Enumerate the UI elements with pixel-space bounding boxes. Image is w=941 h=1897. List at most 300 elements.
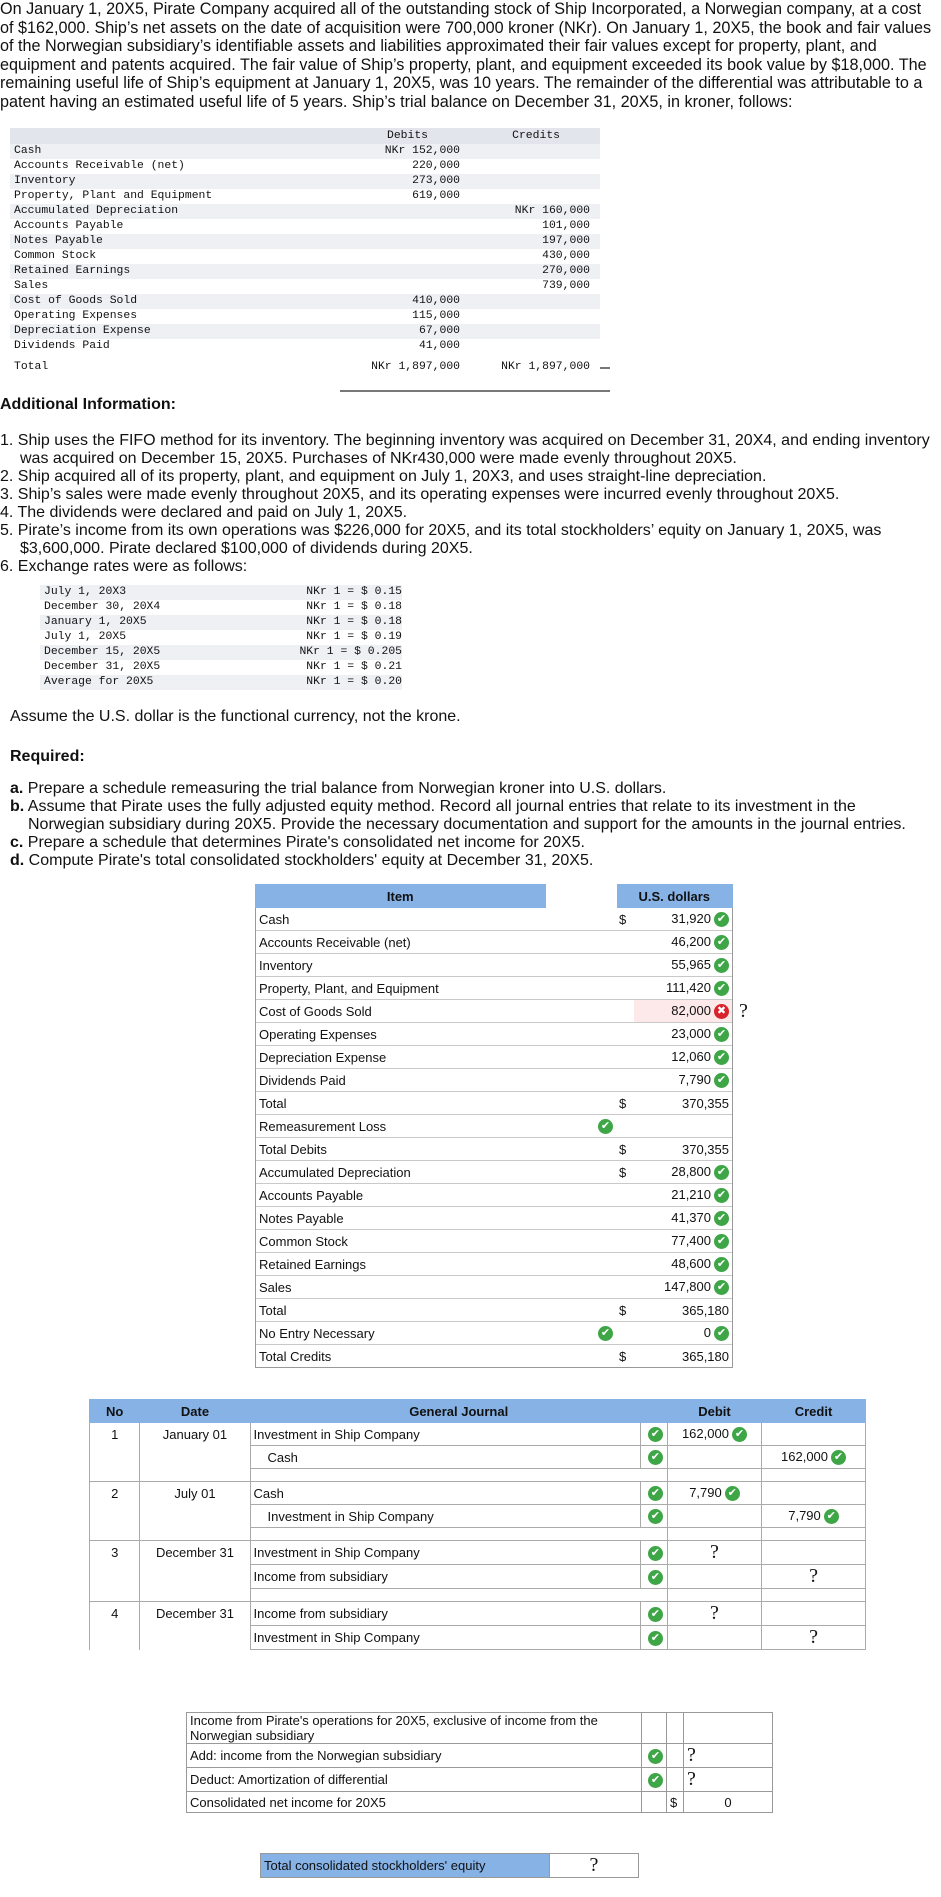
usd-value: 77,400 — [671, 1232, 711, 1248]
account-name: Investment in Ship Company — [253, 1630, 420, 1645]
schedule-row — [256, 1322, 752, 1345]
tb-account: Operating Expenses — [14, 310, 138, 322]
rate-row — [40, 615, 402, 630]
dollar-sign: $ — [616, 1299, 634, 1322]
check-icon: ✔ — [714, 912, 729, 927]
tb-row — [10, 339, 600, 354]
usd-value-input[interactable] — [634, 1184, 733, 1207]
rate-value: NKr 1 = $ 0.18 — [306, 601, 402, 613]
usd-value-input[interactable] — [634, 1322, 733, 1345]
usd-value: 370,355 — [682, 1095, 729, 1111]
account-input[interactable] — [250, 1423, 640, 1446]
schedule-item: Total Credits — [256, 1345, 546, 1368]
equity-label: Total consolidated stockholders' equity — [261, 1854, 550, 1878]
debit-input[interactable] — [667, 1423, 761, 1446]
schedule-item: Accounts Payable — [256, 1184, 546, 1207]
check-icon: ✔ — [714, 1211, 729, 1226]
tb-credit: 270,000 — [542, 265, 590, 277]
usd-value: 147,800 — [664, 1278, 711, 1294]
check-icon: ✔ — [648, 1427, 663, 1442]
info-item: 1. Ship uses the FIFO method for its inventory. The beginning inventory was acquired on December 31, 20X4, and ending inventory was acquired on December 15, 20X5. Purchases of NKr430,000 were made evenly throughout 20X5. — [0, 432, 930, 467]
tb-debit: 273,000 — [412, 175, 460, 187]
schedule-item: Cash — [256, 908, 546, 931]
tb-account: Accumulated Depreciation — [14, 205, 179, 217]
schedule-item: Common Stock — [256, 1230, 546, 1253]
cni-label — [187, 1744, 642, 1768]
schedule-row — [256, 1184, 752, 1207]
dollar-sign — [616, 1115, 634, 1138]
entry-no: 3 — [111, 1545, 119, 1561]
dollar-sign — [616, 1184, 634, 1207]
entry-no: 1 — [111, 1426, 119, 1442]
check-icon: ✔ — [598, 1119, 613, 1134]
dollar-sign — [616, 1322, 634, 1345]
usd-value-input[interactable] — [634, 1230, 733, 1253]
required-item — [10, 852, 936, 870]
debit-value: 162,000 — [681, 1425, 729, 1441]
rate-date: Average for 20X5 — [44, 676, 154, 688]
credit-input[interactable] — [762, 1565, 866, 1589]
schedule-item: Total — [256, 1092, 546, 1115]
tb-row — [10, 219, 600, 234]
check-icon: ✔ — [714, 1257, 729, 1272]
tb-row — [10, 309, 600, 324]
required-item — [10, 780, 936, 798]
credit-input[interactable] — [762, 1446, 866, 1469]
dollar-sign — [616, 1023, 634, 1046]
check-icon: ✔ — [714, 1050, 729, 1065]
usd-value: 12,060 — [671, 1048, 711, 1064]
schedule-row — [256, 931, 752, 954]
schedule-row — [256, 1276, 752, 1299]
credits-header: Credits — [512, 130, 560, 142]
usd-value-input[interactable] — [634, 1276, 733, 1299]
cni-value: 0 — [724, 1794, 732, 1810]
credit-input[interactable] — [762, 1505, 866, 1528]
required-item — [10, 834, 936, 852]
cni-label — [187, 1713, 642, 1744]
usd-value-input[interactable] — [634, 1046, 733, 1069]
rate-date: December 31, 20X5 — [44, 661, 161, 673]
dollar-sign — [616, 931, 634, 954]
tb-account: Depreciation Expense — [14, 325, 151, 337]
journal-row — [90, 1626, 866, 1650]
question-mark: ? — [809, 1626, 818, 1648]
usd-value-input[interactable] — [634, 908, 733, 931]
schedule-item: Inventory — [256, 954, 546, 977]
debit-input[interactable] — [667, 1602, 761, 1626]
check-icon: ✔ — [714, 1073, 729, 1088]
problem-intro: On January 1, 20X5, Pirate Company acquired all of the outstanding stock of Ship Incorporated, a Norwegian company, at a cost of $162,000. Ship’s net assets on the date of acquisition were 700,000 kroner (NKr). On January 1, 20X5, the book and fair values of the Norwegian subsidiary’s identifiable assets and liabilities approximated their fair values except for property, plant, and equipment and patents acquired. The fair value of Ship’s property, plant, and equipment exceeded its book value by $18,000. The remaining useful life of Ship’s equipment at January 1, 20X5, was 10 years. The remainder of the differential was attributable to a patent having an estimated useful life of 5 years. Ship’s trial balance on December 31, 20X5, in kroner, follows: — [0, 0, 932, 111]
rate-date: January 1, 20X5 — [44, 616, 147, 628]
question-mark: ? — [589, 1854, 599, 1876]
schedule-item: Operating Expenses — [256, 1023, 546, 1046]
usd-value-input[interactable] — [634, 1000, 733, 1023]
tb-row — [10, 204, 600, 219]
check-icon: ✔ — [648, 1509, 663, 1524]
usd-value: 28,800 — [671, 1163, 711, 1179]
rate-value: NKr 1 = $ 0.205 — [299, 646, 402, 658]
schedule-row — [256, 1253, 752, 1276]
debit-input[interactable] — [667, 1626, 761, 1650]
schedule-row — [256, 908, 752, 931]
usd-value: 82,000 — [671, 1002, 711, 1018]
usd-value-input[interactable] — [634, 954, 733, 977]
journal-row — [90, 1565, 866, 1589]
schedule-row — [256, 1046, 752, 1069]
gj-header: General Journal — [250, 1400, 667, 1423]
required-text: Assume that Pirate uses the fully adjusted equity method. Record all journal entries that relate to its investment in the Norwegian subsidiary during 20X5. Provide the necessary documentation and support for the amounts in the journal entries. — [27, 798, 906, 833]
tb-row — [10, 264, 600, 279]
tb-row — [10, 189, 600, 204]
account-name: Income from subsidiary — [253, 1569, 388, 1584]
entry-date: December 31 — [155, 1545, 234, 1561]
rate-date: December 30, 20X4 — [44, 601, 161, 613]
additional-info-title: Additional Information: — [0, 396, 176, 413]
cni-label-text: Consolidated net income for 20X5 — [190, 1794, 386, 1810]
tb-row — [10, 294, 600, 309]
rate-value: NKr 1 = $ 0.21 — [306, 661, 402, 673]
dollar-sign — [616, 1000, 634, 1023]
tb-account: Inventory — [14, 175, 76, 187]
check-icon: ✔ — [648, 1546, 663, 1561]
usd-value: 46,200 — [671, 933, 711, 949]
schedule-row — [256, 1161, 752, 1184]
check-icon: ✔ — [714, 1027, 729, 1042]
usd-value-input[interactable] — [634, 1345, 733, 1368]
schedule-item: Depreciation Expense — [256, 1046, 546, 1069]
no-header: No — [90, 1400, 140, 1423]
credit-value: 7,790 — [788, 1507, 821, 1523]
check-icon: ✔ — [648, 1749, 663, 1764]
account-name: Income from subsidiary — [253, 1606, 388, 1621]
cni-row — [187, 1744, 773, 1768]
check-icon: ✔ — [725, 1486, 740, 1501]
consolidated-equity — [260, 1853, 639, 1878]
usd-value: 48,600 — [671, 1255, 711, 1271]
info-item: 5. Pirate’s income from its own operations was $226,000 for 20X5, and its total stockholders’ equity on January 1, 20X5, was $3,600,000. Pirate declared $100,000 of dividends during 20X5. — [0, 522, 882, 557]
credit-input[interactable] — [762, 1626, 866, 1650]
usd-value: 365,180 — [682, 1348, 729, 1364]
required-letter: c. — [10, 834, 24, 851]
dollar-sign — [616, 1069, 634, 1092]
question-mark: ? — [739, 999, 748, 1022]
schedule-row — [256, 977, 752, 1000]
account-input[interactable] — [250, 1505, 640, 1528]
required-text: Prepare a schedule that determines Pirate's consolidated net income for 20X5. — [27, 834, 585, 851]
info-item: 4. The dividends were declared and paid on July 1, 20X5. — [0, 504, 408, 521]
tb-credit: 197,000 — [542, 235, 590, 247]
usd-header: U.S. dollars — [616, 885, 733, 908]
schedule-item: Property, Plant, and Equipment — [256, 977, 546, 1000]
cni-label-text: Income from Pirate's operations for 20X5, exclusive of income from the Norwegian subsidiary — [190, 1713, 598, 1743]
credit-header: Credit — [762, 1400, 866, 1423]
check-icon: ✔ — [714, 1188, 729, 1203]
remeasurement-schedule — [255, 884, 752, 1368]
journal-row — [90, 1482, 866, 1505]
tb-account: Notes Payable — [14, 235, 103, 247]
tb-account: Accounts Receivable (net) — [14, 160, 185, 172]
debit-input[interactable] — [667, 1565, 761, 1589]
rate-value: NKr 1 = $ 0.15 — [306, 586, 402, 598]
debits-header: Debits — [386, 130, 428, 142]
debit-input[interactable] — [667, 1482, 761, 1505]
rate-row — [40, 645, 402, 660]
journal-row — [90, 1423, 866, 1446]
credit-input[interactable] — [762, 1541, 866, 1565]
tb-total-credit: NKr 1,897,000 — [501, 361, 590, 373]
cni-label-text: Deduct: Amortization of differential — [190, 1772, 388, 1787]
tb-account: Cost of Goods Sold — [14, 295, 138, 307]
rate-value: NKr 1 = $ 0.18 — [306, 616, 402, 628]
required-text: Compute Pirate's total consolidated stockholders' equity at December 31, 20X5. — [28, 852, 594, 869]
assumption: Assume the U.S. dollar is the functional currency, not the krone. — [10, 708, 461, 725]
journal-row — [90, 1541, 866, 1565]
trial-balance — [10, 128, 600, 375]
required-letter: d. — [10, 852, 25, 869]
schedule-item: Sales — [256, 1276, 546, 1299]
rate-row — [40, 660, 402, 675]
schedule-row — [256, 1138, 752, 1161]
usd-value: 23,000 — [671, 1025, 711, 1041]
debit-input[interactable] — [667, 1541, 761, 1565]
check-icon: ✔ — [714, 1165, 729, 1180]
usd-value-input[interactable] — [634, 1138, 733, 1161]
credit-input[interactable] — [762, 1602, 866, 1626]
check-icon: ✔ — [732, 1427, 747, 1442]
cni-row — [187, 1792, 773, 1813]
cni-row — [187, 1713, 773, 1744]
usd-value-input[interactable] — [634, 1207, 733, 1230]
dollar-sign: $ — [616, 908, 634, 931]
schedule-item: Cost of Goods Sold — [256, 1000, 546, 1023]
check-icon: ✔ — [714, 1280, 729, 1295]
account-input[interactable] — [250, 1541, 640, 1565]
info-item: 6. Exchange rates were as follows: — [0, 558, 248, 575]
debit-header: Debit — [667, 1400, 761, 1423]
rate-date: December 15, 20X5 — [44, 646, 161, 658]
schedule-item: Dividends Paid — [256, 1069, 546, 1092]
schedule-row — [256, 1345, 752, 1368]
error-icon: ✖ — [714, 1004, 729, 1019]
tb-credit: NKr 160,000 — [514, 205, 590, 217]
schedule-row — [256, 1299, 752, 1322]
tb-debit: NKr 152,000 — [384, 145, 460, 157]
tb-debit: 115,000 — [412, 310, 460, 322]
schedule-row — [256, 954, 752, 977]
journal-row — [90, 1505, 866, 1528]
question-mark: ? — [710, 1541, 719, 1563]
journal-row — [90, 1602, 866, 1626]
entry-date: July 01 — [174, 1485, 216, 1501]
rate-value: NKr 1 = $ 0.20 — [306, 676, 402, 688]
tb-debit: 220,000 — [412, 160, 460, 172]
schedule-item: Total — [256, 1299, 546, 1322]
usd-value-input[interactable] — [634, 1092, 733, 1115]
schedule-row — [256, 1023, 752, 1046]
entry-no: 4 — [111, 1606, 119, 1622]
required-title: Required: — [10, 748, 85, 765]
tb-row — [10, 234, 600, 249]
cni-label-text: Add: income from the Norwegian subsidiary — [190, 1748, 442, 1763]
credit-input[interactable] — [762, 1482, 866, 1505]
tb-account: Dividends Paid — [14, 340, 110, 352]
question-mark: ? — [809, 1565, 818, 1587]
tb-credit: 739,000 — [542, 280, 590, 292]
dollar-sign: $ — [670, 1794, 678, 1810]
check-icon: ✔ — [824, 1509, 839, 1524]
additional-info-list — [0, 432, 936, 576]
check-icon: ✔ — [648, 1450, 663, 1465]
cni-row — [187, 1768, 773, 1792]
schedule-item: Remeasurement Loss — [256, 1115, 546, 1138]
check-icon: ✔ — [598, 1326, 613, 1341]
account-input[interactable] — [250, 1482, 640, 1505]
dollar-sign — [616, 1276, 634, 1299]
usd-value-input[interactable] — [634, 931, 733, 954]
check-icon: ✔ — [648, 1486, 663, 1501]
cni-value-input[interactable] — [684, 1713, 773, 1744]
tb-debit: 67,000 — [418, 325, 460, 337]
info-item: 2. Ship acquired all of its property, plant, and equipment on July 1, 20X3, and uses straight-line depreciation. — [0, 468, 767, 485]
usd-value-input[interactable] — [634, 1115, 733, 1138]
cni-value-input[interactable] — [684, 1792, 773, 1813]
required-letter: b. — [10, 798, 25, 815]
tb-total-debit: NKr 1,897,000 — [371, 361, 460, 373]
usd-value: 0 — [703, 1324, 711, 1340]
question-mark: ? — [687, 1744, 696, 1766]
dollar-sign: $ — [616, 1138, 634, 1161]
tb-row — [10, 324, 600, 339]
dollar-sign — [616, 1253, 634, 1276]
rate-value: NKr 1 = $ 0.19 — [306, 631, 402, 643]
date-header: Date — [140, 1400, 250, 1423]
check-icon: ✔ — [714, 1234, 729, 1249]
check-icon: ✔ — [648, 1631, 663, 1646]
debit-value: 7,790 — [689, 1484, 722, 1500]
account-name: Investment in Ship Company — [253, 1426, 420, 1442]
entry-no: 2 — [111, 1485, 119, 1501]
check-icon: ✔ — [714, 958, 729, 973]
tb-account: Retained Earnings — [14, 265, 131, 277]
check-icon: ✔ — [714, 981, 729, 996]
check-icon: ✔ — [831, 1450, 846, 1465]
credit-input[interactable] — [762, 1423, 866, 1446]
item-header: Item — [256, 885, 546, 908]
debit-input[interactable] — [667, 1505, 761, 1528]
tb-credit: 101,000 — [542, 220, 590, 232]
dollar-sign — [616, 1046, 634, 1069]
usd-value-input[interactable] — [634, 977, 733, 1000]
info-item: 3. Ship’s sales were made evenly throughout 20X5, and its operating expenses were incurred evenly throughout 20X5. — [0, 486, 840, 503]
account-input[interactable] — [250, 1602, 640, 1626]
usd-value: 41,370 — [671, 1209, 711, 1225]
rate-row — [40, 585, 402, 600]
schedule-row — [256, 1230, 752, 1253]
tb-account: Property, Plant and Equipment — [14, 190, 213, 202]
account-name: Investment in Ship Company — [253, 1545, 420, 1560]
usd-value-input[interactable] — [634, 1299, 733, 1322]
usd-value: 21,210 — [671, 1186, 711, 1202]
check-icon: ✔ — [648, 1773, 663, 1788]
account-input[interactable] — [250, 1565, 640, 1589]
schedule-row — [256, 1069, 752, 1092]
required-item — [10, 798, 936, 834]
required-letter: a. — [10, 780, 24, 797]
dollar-sign: $ — [616, 1345, 634, 1368]
schedule-item: Accumulated Depreciation — [256, 1161, 546, 1184]
question-mark: ? — [687, 1768, 696, 1790]
consolidated-net-income-schedule — [186, 1712, 773, 1813]
required-list — [10, 780, 936, 870]
schedule-row — [256, 1207, 752, 1230]
tb-row — [10, 249, 600, 264]
account-input[interactable] — [250, 1446, 640, 1469]
rate-date: July 1, 20X3 — [44, 586, 127, 598]
question-mark: ? — [710, 1602, 719, 1624]
usd-value: 111,420 — [665, 979, 711, 995]
schedule-row — [256, 1000, 752, 1023]
schedule-item: Retained Earnings — [256, 1253, 546, 1276]
usd-value-input[interactable] — [634, 1161, 733, 1184]
tb-row — [10, 279, 600, 294]
usd-value: 370,355 — [682, 1141, 729, 1157]
check-icon: ✔ — [714, 1326, 729, 1341]
account-name: Cash — [267, 1449, 298, 1465]
entry-date: January 01 — [162, 1426, 228, 1442]
account-input[interactable] — [250, 1626, 640, 1650]
cni-label — [187, 1792, 642, 1813]
credit-value: 162,000 — [781, 1448, 829, 1464]
account-name: Investment in Ship Company — [267, 1508, 434, 1524]
schedule-row — [256, 1092, 752, 1115]
tb-account: Cash — [14, 145, 42, 157]
dollar-sign: $ — [616, 1161, 634, 1184]
debit-input[interactable] — [667, 1446, 761, 1469]
tb-credit: 430,000 — [542, 250, 590, 262]
usd-value-input[interactable] — [634, 1023, 733, 1046]
tb-row — [10, 144, 600, 159]
schedule-item: Accounts Receivable (net) — [256, 931, 546, 954]
account-name: Cash — [253, 1485, 284, 1501]
dollar-sign — [616, 1230, 634, 1253]
tb-total-label: Total — [14, 361, 49, 373]
cni-value-input[interactable] — [684, 1768, 773, 1792]
usd-value: 365,180 — [682, 1302, 729, 1318]
general-journal — [89, 1399, 866, 1650]
check-icon: ✔ — [648, 1607, 663, 1622]
rate-row — [40, 600, 402, 615]
cni-value-input[interactable] — [684, 1744, 773, 1768]
tb-account: Common Stock — [14, 250, 97, 262]
rate-row — [40, 675, 402, 690]
equity-input[interactable] — [550, 1854, 639, 1878]
tb-debit: 619,000 — [412, 190, 460, 202]
usd-value: 55,965 — [671, 956, 711, 972]
usd-value-input[interactable] — [634, 1253, 733, 1276]
tb-debit: 41,000 — [418, 340, 460, 352]
journal-row — [90, 1446, 866, 1469]
rate-date: July 1, 20X5 — [44, 631, 127, 643]
usd-value: 31,920 — [671, 910, 711, 926]
tb-account: Sales — [14, 280, 49, 292]
dollar-sign — [616, 1207, 634, 1230]
dollar-sign — [616, 977, 634, 1000]
usd-value-input[interactable] — [634, 1069, 733, 1092]
rate-row — [40, 630, 402, 645]
schedule-item: No Entry Necessary — [256, 1322, 546, 1345]
cni-label — [187, 1768, 642, 1792]
